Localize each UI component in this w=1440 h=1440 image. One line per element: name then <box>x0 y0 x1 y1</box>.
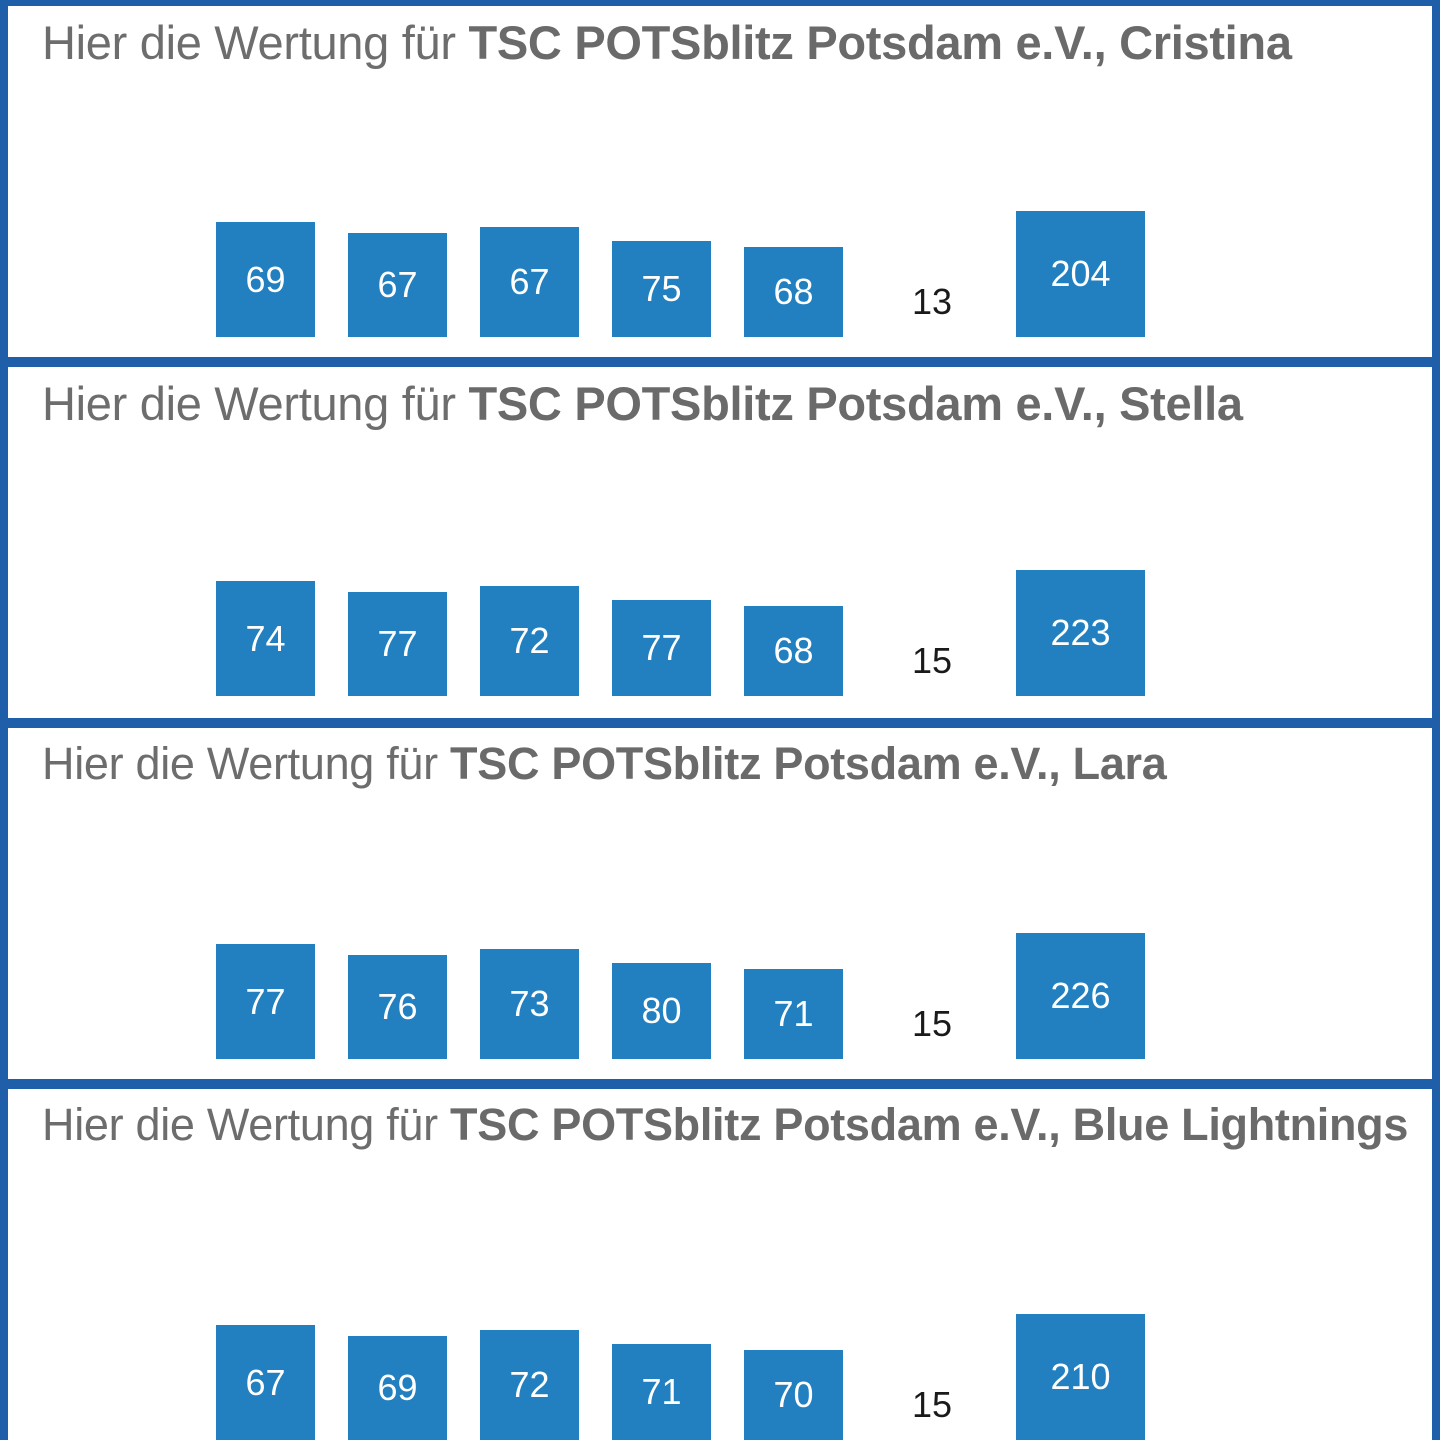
headline-prefix: Hier die Wertung für <box>42 16 469 69</box>
score-row <box>8 937 1432 1059</box>
penalty-score: 15 <box>911 640 953 681</box>
judge-score: 71 <box>612 1344 711 1440</box>
judge-score: 73 <box>480 949 579 1059</box>
headline-club: TSC POTSblitz Potsdam e.V., <box>450 1099 1061 1150</box>
headline-participant: Stella <box>1119 377 1243 430</box>
headline-prefix: Hier die Wertung für <box>42 377 469 430</box>
judge-score: 76 <box>348 955 447 1059</box>
headline-prefix: Hier die Wertung für <box>42 1099 451 1150</box>
card-headline <box>8 367 1432 431</box>
headline-club: TSC POTSblitz Potsdam e.V., <box>468 377 1107 430</box>
card-headline <box>8 728 1432 789</box>
judge-score: 72 <box>480 586 579 696</box>
score-row <box>8 1318 1432 1440</box>
headline-participant: Cristina <box>1119 16 1292 69</box>
card-headline <box>8 6 1432 70</box>
judge-score: 77 <box>348 592 447 696</box>
judge-score: 69 <box>216 222 315 337</box>
judge-score: 75 <box>612 241 711 337</box>
judge-score: 77 <box>612 600 711 696</box>
penalty-score: 13 <box>911 281 953 322</box>
headline-club: TSC POTSblitz Potsdam e.V., <box>468 16 1107 69</box>
penalty-score: 15 <box>911 1003 953 1044</box>
judge-score: 67 <box>216 1325 315 1440</box>
judge-score: 71 <box>744 969 843 1059</box>
judge-score: 68 <box>744 606 843 696</box>
score-card <box>8 1089 1432 1440</box>
headline-participant: Lara <box>1072 738 1167 789</box>
headline-prefix: Hier die Wertung für <box>42 738 451 789</box>
total-score: 204 <box>1016 211 1145 337</box>
total-score: 223 <box>1016 570 1145 696</box>
penalty-score: 15 <box>911 1384 953 1425</box>
score-card <box>8 367 1432 718</box>
headline-club: TSC POTSblitz Potsdam e.V., <box>450 738 1061 789</box>
total-score: 210 <box>1016 1314 1145 1440</box>
judge-score: 67 <box>348 233 447 337</box>
judge-score: 77 <box>216 944 315 1059</box>
judge-score: 70 <box>744 1350 843 1440</box>
score-card <box>8 6 1432 357</box>
judge-score: 67 <box>480 227 579 337</box>
judge-score: 72 <box>480 1330 579 1440</box>
judge-score: 69 <box>348 1336 447 1440</box>
judge-score: 68 <box>744 247 843 337</box>
total-score: 226 <box>1016 933 1145 1059</box>
card-headline <box>8 1089 1432 1150</box>
score-row <box>8 215 1432 337</box>
judge-score: 74 <box>216 581 315 696</box>
score-row <box>8 574 1432 696</box>
score-card <box>8 728 1432 1079</box>
judge-score: 80 <box>612 963 711 1059</box>
headline-participant: Blue Lightnings <box>1072 1099 1409 1150</box>
